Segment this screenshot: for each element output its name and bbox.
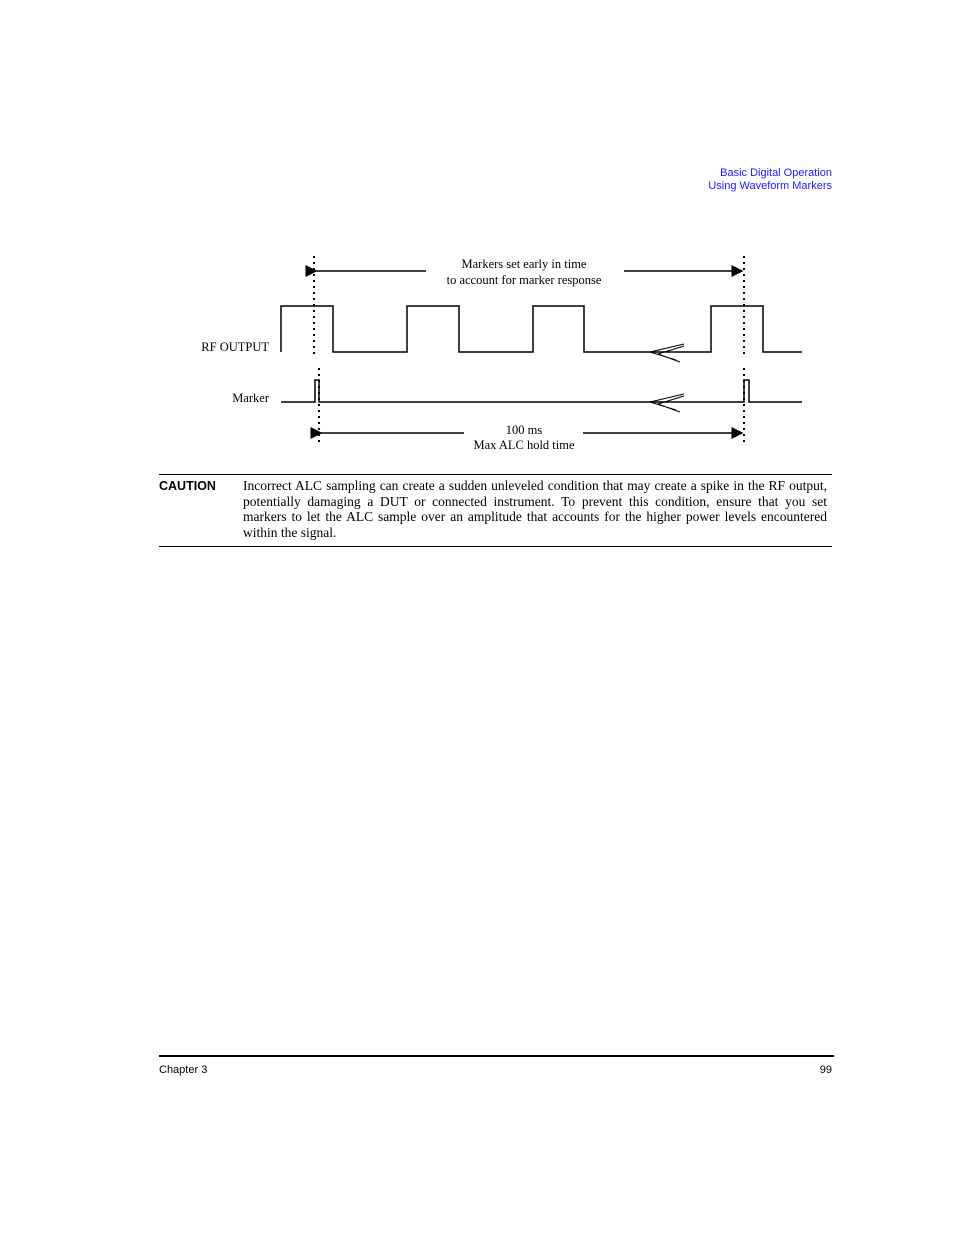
rf-output-waveform — [281, 306, 802, 352]
marker-waveform — [281, 380, 802, 402]
caution-box — [159, 474, 832, 547]
footer-chapter: Chapter 3 — [159, 1064, 208, 1076]
bottom-annotation-line1: 100 ms — [505, 423, 543, 437]
marker-break-mark — [650, 394, 684, 412]
rf-break-mark — [650, 344, 684, 362]
marker-label: Marker — [232, 391, 269, 405]
marker-timing-figure — [180, 250, 820, 460]
header-subsection-title: Using Waveform Markers — [708, 180, 832, 192]
rf-output-label: RF OUTPUT — [201, 340, 269, 354]
top-annotation-line2: to account for marker response — [446, 273, 602, 287]
footer-rule — [159, 1055, 834, 1057]
running-header — [708, 167, 832, 193]
caution-label: CAUTION — [159, 479, 216, 493]
bottom-annotation-line2: Max ALC hold time — [473, 438, 575, 452]
marker-timing-diagram — [180, 250, 820, 460]
header-section-title: Basic Digital Operation — [720, 167, 832, 179]
caution-text: Incorrect ALC sampling can create a sudden unleveled condition that may create a spike in the RF output, potentially damaging a DUT or connected instrument. To prevent this condition, ensure that you set markers to let the ALC sample over an amplitude that accounts for the higher power levels encountered within the signal. — [243, 478, 827, 541]
footer-page-number: 99 — [819, 1064, 832, 1076]
top-annotation-line1: Markers set early in time — [461, 257, 587, 271]
